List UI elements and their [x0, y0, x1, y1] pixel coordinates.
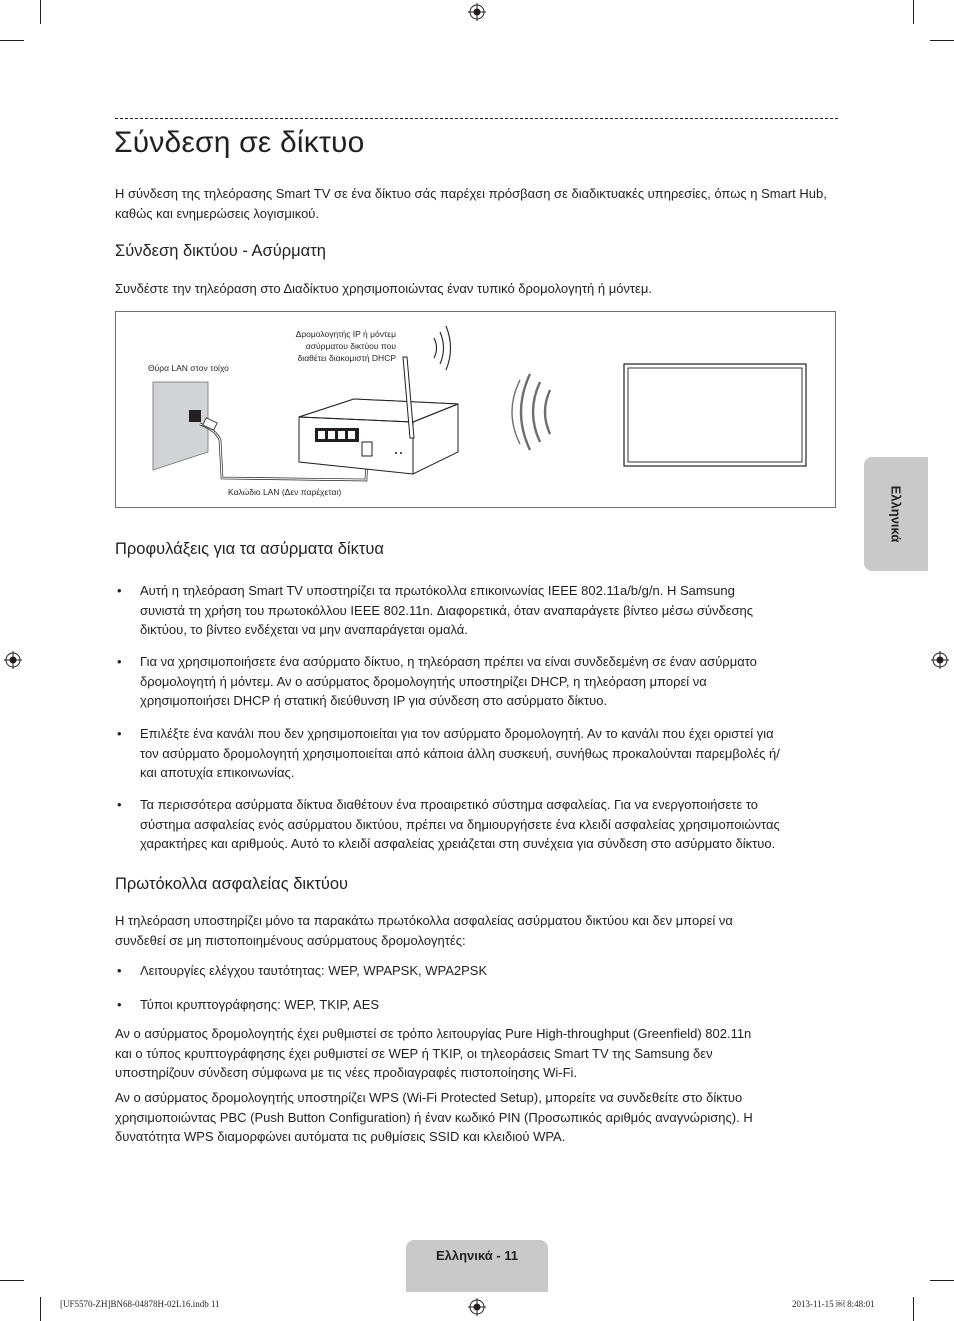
security-paragraph-2: [115, 1088, 835, 1147]
section-heading-precautions: Προφυλάξεις για τα ασύρματα δίκτυα: [115, 540, 384, 558]
wifi-signal-icon: [512, 374, 550, 450]
bullet-line: συνιστά τη χρήση του πρωτοκόλλου IEEE 802.11n. Διαφορετικά, όταν αναπαράγετε βίντεο μέσω σύνδεσης: [140, 602, 754, 618]
paragraph-line: συνδεθεί σε μη πιστοποιημένους ασύρματους δρομολογητές:: [115, 932, 466, 948]
wall-panel: [153, 382, 208, 470]
page-number-tab: [406, 1240, 548, 1292]
registration-mark-icon: [931, 651, 949, 669]
router-label: [266, 328, 396, 364]
router-label-line: Δρομολογητής IP ή μόντεμ: [295, 329, 396, 339]
bullet-line: και αποτυχία επικοινωνίας.: [140, 765, 295, 780]
paragraph-line: και ο τύπος κρυπτογράφησης έχει ρυθμιστεί σε WEP ή TKIP, οι τηλεοράσεις Smart TV της Samsung δεν: [115, 1045, 713, 1061]
wall-port-label: Θύρα LAN στον τοίχο: [148, 363, 229, 373]
paragraph-line: Αν ο ασύρματος δρομολογητής έχει ρυθμιστεί σε τρόπο λειτουργίας Pure High-throughput (Greenfield) 802.11n: [115, 1026, 752, 1041]
footer-file-info: [UF5570-ZH]BN68-04878H-02L16.indb 11: [60, 1299, 220, 1309]
section-heading-wireless: Σύνδεση δικτύου - Ασύρματη: [115, 242, 326, 260]
crop-mark: [930, 1280, 954, 1281]
cable-label: Καλώδιο LAN (Δεν παρέχεται): [228, 487, 342, 497]
footer-timestamp: 2013-11-15 ￼ 8:48:01: [792, 1299, 875, 1309]
security-paragraph-1: [115, 1024, 835, 1083]
crop-mark: [40, 0, 41, 24]
router-wifi-waves-icon: [434, 326, 451, 370]
intro-paragraph: Η σύνδεση της τηλεόρασης Smart TV σε ένα δίκτυο σάς παρέχει πρόσβαση σε διαδικτυακές υπηρεσίες, όπως η Smart Hub, καθώς και ενημερώσεις λογισμικού.: [115, 186, 827, 221]
paragraph-line: Η τηλεόραση υποστηρίζει μόνο τα παρακάτω πρωτόκολλα ασφαλείας ασύρματου δικτύου και δεν μπορεί να: [115, 913, 733, 928]
bullet-line: τον ασύρματο δρομολογητή χρησιμοποιείται από κάποια άλλη συσκευή, συνήθως προκαλούνται παρεμβολές ή/: [140, 745, 780, 761]
language-side-tab-label: Ελληνικά: [888, 485, 904, 543]
registration-mark-icon: [4, 651, 22, 669]
title-dashed-rule: [115, 118, 838, 119]
bullet-line: Λειτουργίες ελέγχου ταυτότητας: WEP, WPAPSK, WPA2PSK: [140, 963, 488, 978]
security-intro: [115, 911, 835, 950]
paragraph-line: Αν ο ασύρματος δρομολογητής υποστηρίζει WPS (Wi-Fi Protected Setup), μπορείτε να συνδεθείτε στο δίκτυο: [115, 1090, 743, 1105]
bullet-line: χρησιμοποιήσει DHCP ή στατική διεύθυνση IP για σύνδεση στο ασύρματο δίκτυο.: [140, 693, 608, 708]
bullet-line: χαρακτήρες και αριθμούς. Αυτό το κλειδί ασφαλείας χρειάζεται στη συνέχεια για σύνδεση στο ασύρματο δίκτυο.: [140, 836, 776, 851]
crop-mark: [913, 1297, 914, 1321]
page-title: Σύνδεση σε δίκτυο: [114, 126, 365, 159]
crop-mark: [0, 1280, 24, 1281]
wall-lan-port-icon: [189, 410, 201, 422]
language-side-tab: [864, 457, 928, 571]
network-diagram: [115, 311, 836, 508]
page-number-label: Ελληνικά - 11: [435, 1248, 519, 1263]
bullet-line: σύστημα ασφαλείας ενός ασύρματου δικτύου, πρέπει να δημιουργήσετε ένα κλειδί ασφαλείας χρησιμοποιώντας: [140, 816, 780, 832]
crop-mark: [913, 0, 914, 24]
router-label-line: ασύρματου δικτύου που: [305, 341, 396, 351]
bullet-line: Αυτή η τηλεόραση Smart TV υποστηρίζει τα πρωτόκολλα επικοινωνίας IEEE 802.11a/b/g/n. Η Samsung: [140, 583, 735, 598]
registration-mark-icon: [468, 3, 486, 21]
crop-mark: [930, 40, 954, 41]
paragraph-line: χρησιμοποιώντας PBC (Push Button Configuration) ή έναν κωδικό PIN (Προσωπικός αριθμός αναγνώρισης). Η: [115, 1109, 753, 1125]
bullet-line: Τα περισσότερα ασύρματα δίκτυα διαθέτουν ένα προαιρετικό σύστημα ασφαλείας. Για να ενεργοποιήσετε το: [140, 797, 759, 812]
bullet-line: δικτύου, το βίντεο ενδέχεται να μην αναπαράγεται ομαλά.: [140, 622, 468, 637]
paragraph-line: υποστηρίζουν σύνδεση σύμφωνα με τις νέες προδιαγραφές πιστοποίησης Wi-Fi.: [115, 1065, 578, 1080]
router-label-line: διαθέτει διακομιστή DHCP: [297, 353, 396, 363]
wireless-text: Συνδέστε την τηλεόραση στο Διαδίκτυο χρησιμοποιώντας έναν τυπικό δρομολογητή ή μόντεμ.: [115, 281, 652, 296]
section-heading-security: Πρωτόκολλα ασφαλείας δικτύου: [115, 875, 349, 893]
bullet-line: Επιλέξτε ένα κανάλι που δεν χρησιμοποιείται για τον ασύρματο δρομολογητή. Αν το κανάλι που έχει οριστεί για: [140, 726, 774, 741]
tv-screen: [628, 368, 802, 462]
crop-mark: [40, 1297, 41, 1321]
bullet-line: δρομολογητή ή μόντεμ. Αν ο ασύρματος δρομολογητής υποστηρίζει DHCP, η τηλεόραση μπορεί να: [140, 673, 707, 689]
bullet-line: Τύποι κρυπτογράφησης: WEP, TKIP, AES: [140, 997, 380, 1012]
crop-mark: [0, 40, 24, 41]
bullet-line: Για να χρησιμοποιήσετε ένα ασύρματο δίκτυο, η τηλεόραση πρέπει να είναι συνδεδεμένη σε έναν ασύρματο: [140, 654, 757, 669]
registration-mark-icon: [468, 1298, 486, 1316]
diagram-illustration: [116, 312, 835, 507]
router-cable-plug-icon: [362, 442, 372, 456]
paragraph-line: δυνατότητα WPS διαμορφώνει αυτόματα τις ρυθμίσεις SSID και κλειδιού WPA.: [115, 1129, 566, 1144]
